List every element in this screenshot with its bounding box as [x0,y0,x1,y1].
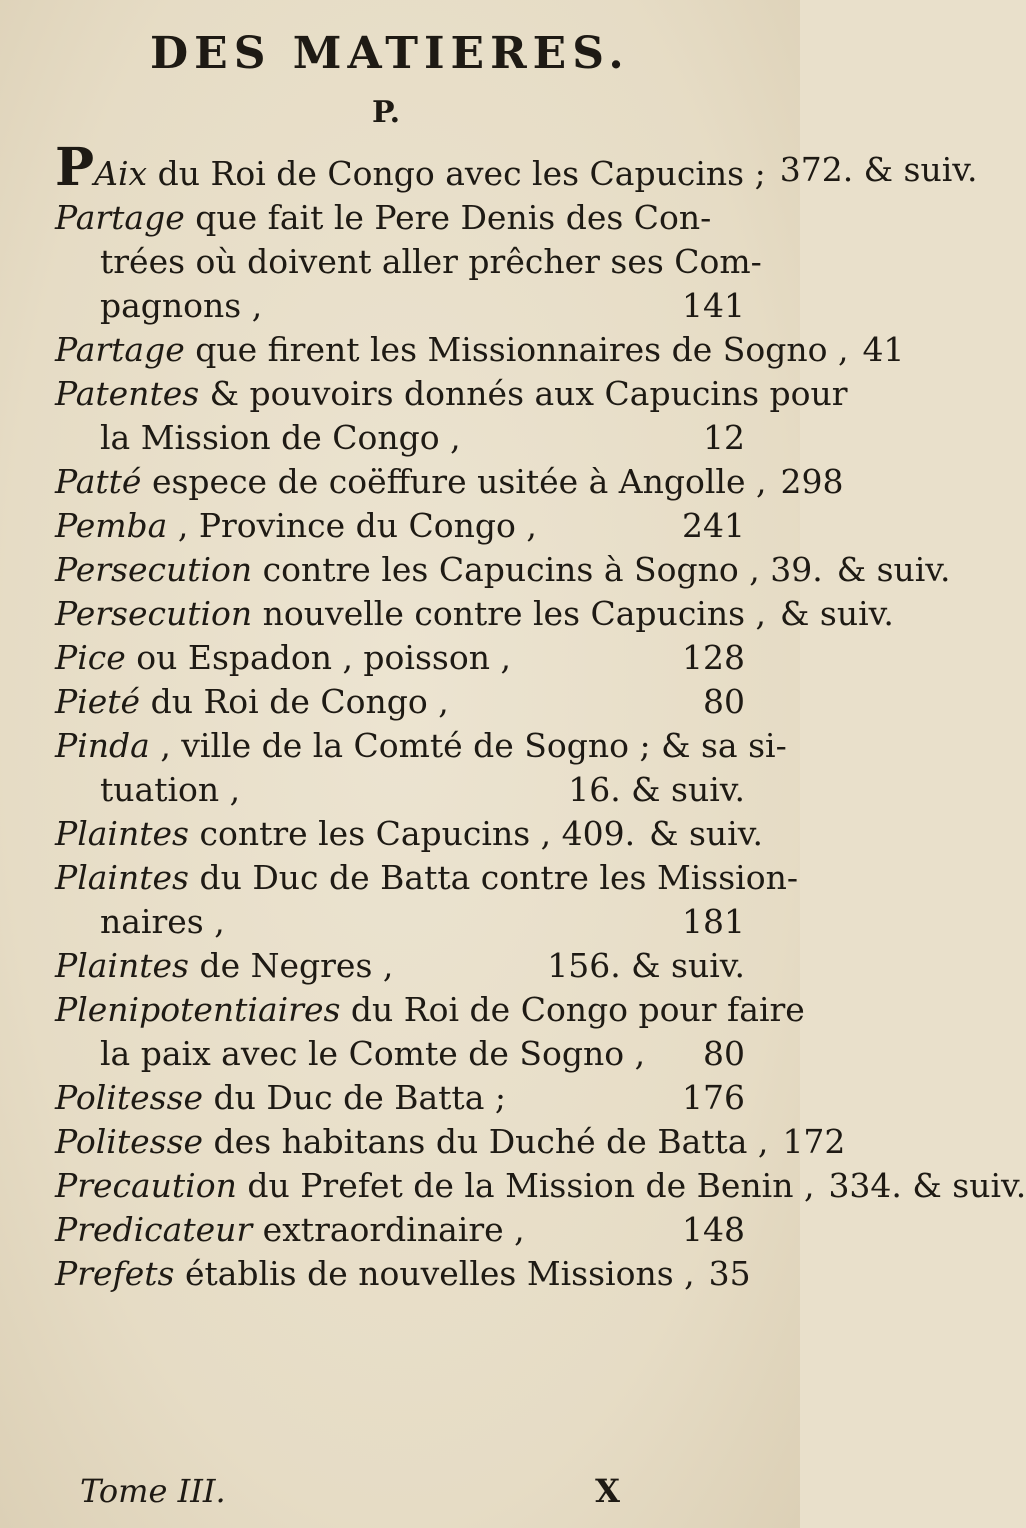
entry-term: Precaution [55,1166,237,1205]
signature-mark: X [595,1472,620,1510]
index-entry [55,460,844,504]
entry-line [55,504,745,548]
entry-term: Persecution [55,550,253,589]
entry-line [55,372,848,416]
page-reference: & suiv. [836,550,951,589]
page-reference: 372. & suiv. [779,150,978,189]
entry-text: espece de coëffure usitée à Angolle , [151,462,767,501]
entry-term: Predicateur [55,1210,253,1249]
entry-line [55,680,745,724]
index-entry [55,504,745,548]
entry-text: contre les Capucins , 409. [199,814,636,853]
index-entry [55,1076,745,1120]
entry-text: extraordinaire , [262,1210,525,1249]
entry-text: que fait le Pere Denis des Con- [195,198,712,237]
page-reference: & suiv. [649,814,763,853]
entry-term: Politesse [55,1122,204,1161]
entry-line [55,768,745,812]
entry-term: Pemba [55,506,168,545]
index-entry [55,636,745,680]
entry-line [55,1076,745,1120]
entry-line [55,944,745,988]
page-reference: & suiv. [780,594,894,633]
entry-text: pagnons , [100,286,263,325]
entry-text: la paix avec le Comte de Sogno , [100,1034,646,1073]
page-reference: 141 [682,286,745,325]
entry-text: la Mission de Congo , [100,418,461,457]
entry-line [55,856,798,900]
index-entry [55,1208,745,1252]
entry-text: de Negres , [199,946,394,985]
index-entry [55,328,905,372]
entry-term: Patté [55,462,142,501]
entry-term: Patentes [55,374,200,413]
entry-term: Plenipotentiaires [55,990,341,1029]
entry-line [55,460,844,504]
entry-term: Persecution [55,594,253,633]
entry-line [55,328,905,372]
index-entry [55,372,848,460]
entry-text: ou Espadon , poisson , [136,638,511,677]
entry-line [55,1120,846,1164]
entry-text: contre les Capucins à Sogno , 39. [262,550,823,589]
entry-term: Pieté [55,682,141,721]
entry-term: Partage [55,330,185,369]
entry-text: trées où doivent aller prêcher ses Com- [100,242,762,281]
page-reference: 41 [862,330,905,369]
entry-line [55,1252,751,1296]
index-entry [55,196,762,328]
page-reference: 181 [682,902,745,941]
entry-line [55,240,762,284]
entry-line [55,900,745,944]
index-entry [55,1252,751,1296]
entry-line [55,724,787,768]
page-reference: 16. & suiv. [568,770,745,809]
page-reference: 172 [782,1122,846,1161]
entry-text: du Duc de Batta contre les Mission- [199,858,798,897]
entry-line [55,988,805,1032]
entry-line [55,1032,745,1076]
page-reference: 156. & suiv. [547,946,745,985]
entry-term: Plaintes [55,858,189,897]
entry-line [55,196,745,240]
entry-term: Partage [55,198,185,237]
index-entry [55,944,745,988]
entry-text: du Roi de Congo , [150,682,449,721]
index-entry [55,1164,1026,1208]
page-reference: 176 [682,1078,745,1117]
page-reference: 298 [780,462,844,501]
index-entry [55,548,951,592]
entry-term: Politesse [55,1078,204,1117]
entry-term: Plaintes [55,814,189,853]
entry-line [55,137,978,198]
entry-text: établis de nouvelles Missions , [184,1254,695,1293]
entry-term: Pice [55,638,126,677]
entry-text: , Province du Congo , [177,506,537,545]
index-entry [55,724,787,812]
page-reference: 80 [703,1034,745,1073]
entry-line [55,1164,1026,1208]
entry-line [55,592,894,636]
entry-text: du Roi de Congo pour faire [350,990,805,1029]
entry-line [55,548,951,592]
entry-text: , ville de la Comté de Sogno ; & sa si- [160,726,787,765]
page-reference: 334. & suiv. [828,1166,1026,1205]
entry-text: naires , [100,902,225,941]
page-reference: 128 [682,638,745,677]
drop-cap: P [55,137,95,198]
entry-term: Aix [94,154,148,193]
index-entry [55,592,894,636]
page-header: DES MATIERES. [150,28,630,79]
index-entry [55,856,798,944]
entry-term: Pinda [55,726,150,765]
entry-text: du Duc de Batta ; [213,1078,506,1117]
page-footer [80,1472,640,1510]
entry-line [55,812,763,856]
entry-line [55,284,745,328]
entry-text: du Roi de Congo avec les Capucins ; [157,154,766,193]
entry-line [55,1208,745,1252]
page-reference: 148 [682,1210,745,1249]
index-entry [55,988,805,1076]
entry-text: & pouvoirs donnés aux Capucins pour [209,374,848,413]
entry-text: du Prefet de la Mission de Benin , [247,1166,815,1205]
index-entry [55,812,763,856]
index-entry [55,1120,846,1164]
page-reference: 35 [708,1254,751,1293]
entry-term: Plaintes [55,946,189,985]
entry-text: tuation , [100,770,241,809]
page-reference: 80 [703,682,745,721]
entry-term: Prefets [55,1254,175,1293]
index-entry [55,137,978,198]
entry-line [55,636,745,680]
volume-label: Tome III. [80,1472,226,1510]
entry-text: nouvelle contre les Capucins , [262,594,767,633]
entry-text: des habitans du Duché de Batta , [213,1122,769,1161]
page-reference: 12 [703,418,745,457]
page-reference: 241 [682,506,745,545]
index-entries [55,137,1026,1296]
index-entry [55,680,745,724]
entry-text: que firent les Missionnaires de Sogno , [195,330,849,369]
entry-line [55,416,745,460]
section-letter: P. [372,95,401,130]
